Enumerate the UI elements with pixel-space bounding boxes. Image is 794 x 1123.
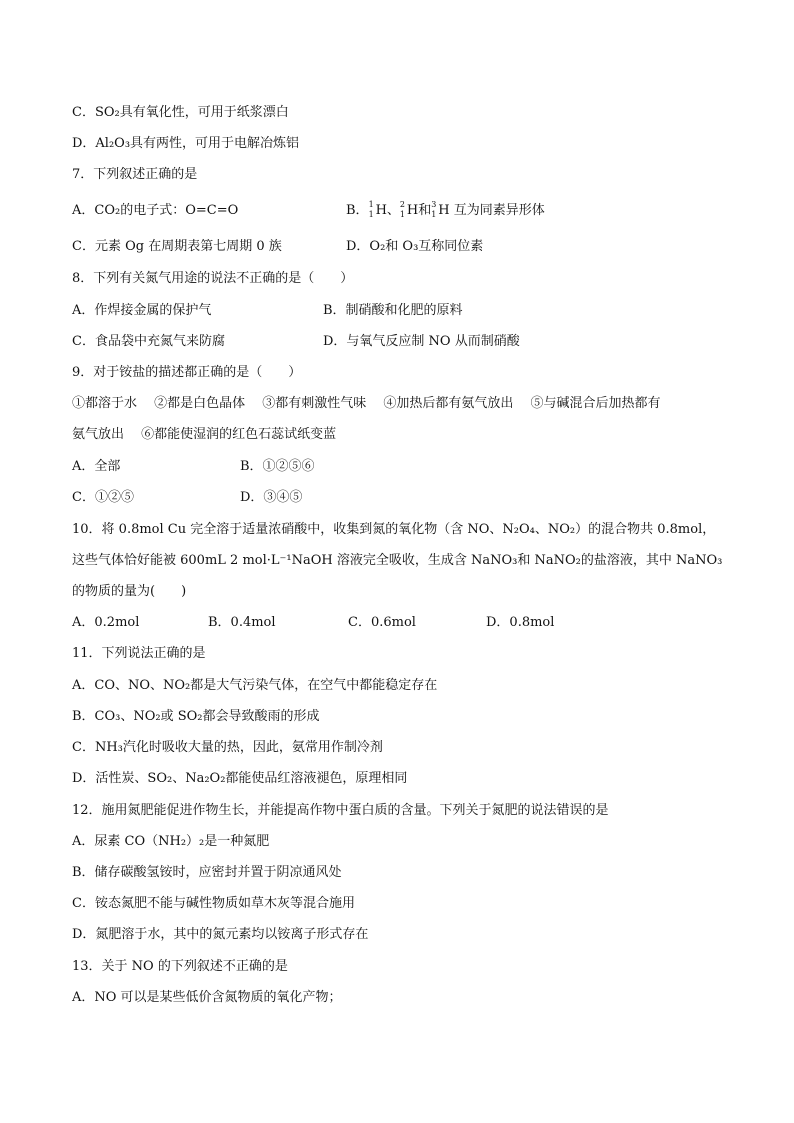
q10-option-d: D．0.8mol xyxy=(486,615,555,630)
option-d-al2o3: D．Al₂O₃具有两性，可用于电解冶炼铝 xyxy=(72,136,300,151)
mass-number: 3 xyxy=(431,200,437,209)
q12-option-b: B．储存碳酸氢铵时，应密封并置于阴凉通风处 xyxy=(72,865,342,880)
question-13-stem: 13．关于 NO 的下列叙述不正确的是 xyxy=(72,959,288,974)
q7-option-b xyxy=(346,202,545,220)
q7-option-a: A．CO₂的电子式：O=C=O xyxy=(72,203,239,218)
q11-option-d: D．活性炭、SO₂、Na₂O₂都能使品红溶液褪色，原理相同 xyxy=(72,771,408,786)
question-9-stem: 9．对于铵盐的描述都正确的是（ ） xyxy=(72,365,302,380)
q11-option-b: B．CO₃、NO₂或 SO₂都会导致酸雨的形成 xyxy=(72,709,320,724)
q12-option-d: D．氮肥溶于水，其中的氮元素均以铵离子形式存在 xyxy=(72,927,369,942)
isotope-notation xyxy=(431,202,438,220)
q9-option-a: A．全部 xyxy=(72,459,121,474)
question-7-stem: 7．下列叙述正确的是 xyxy=(72,167,198,182)
question-8-stem: 8．下列有关氮气用途的说法不正确的是（ ） xyxy=(72,271,354,286)
question-11-stem: 11．下列说法正确的是 xyxy=(72,646,206,661)
atomic-number: 1 xyxy=(399,210,406,219)
mass-number: 1 xyxy=(368,200,374,209)
element-symbol: H xyxy=(438,203,450,218)
q7-option-c: C．元素 Og 在周期表第七周期 0 族 xyxy=(72,239,282,254)
question-12-stem: 12．施用氮肥能促进作物生长，并能提高作物中蛋白质的含量。下列关于氮肥的说法错误的是 xyxy=(72,803,609,818)
q9-statements-line2: 氨气放出 ⑥都能使湿润的红色石蕊试纸变蓝 xyxy=(72,427,337,442)
q12-option-c: C．铵态氮肥不能与碱性物质如草木灰等混合施用 xyxy=(72,896,355,911)
q8-option-a: A．作焊接金属的保护气 xyxy=(72,303,212,318)
q8-option-b: B．制硝酸和化肥的原料 xyxy=(323,303,463,318)
isotope-notation xyxy=(400,202,407,220)
q7-b-suffix: 互为同素异形体 xyxy=(449,203,545,218)
option-c-so2: C．SO₂具有氧化性，可用于纸浆漂白 xyxy=(72,105,289,120)
q12-option-a: A．尿素 CO（NH₂）₂是一种氮肥 xyxy=(72,834,270,849)
q8-option-c: C．食品袋中充氮气来防腐 xyxy=(72,334,225,349)
q7-b-prefix: B． xyxy=(346,203,369,218)
q10-option-c: C．0.6mol xyxy=(348,615,416,630)
separator: 、 xyxy=(386,203,400,218)
element-symbol: H和 xyxy=(406,203,432,218)
atomic-number: 1 xyxy=(431,210,437,219)
question-10-stem-line1: 10．将 0.8mol Cu 完全溶于适量浓硝酸中，收集到氮的氧化物（含 NO、N₂O₄、NO₂）的混合物共 0.8mol， xyxy=(72,522,716,537)
q7-option-d: D．O₂和 O₃互称同位素 xyxy=(346,239,484,254)
q9-option-c: C．①②⑤ xyxy=(72,490,134,505)
element-symbol: H xyxy=(375,203,387,218)
q10-option-b: B．0.4mol xyxy=(208,615,276,630)
q13-option-a: A．NO 可以是某些低价含氮物质的氧化产物； xyxy=(72,990,342,1005)
q11-option-c: C．NH₃汽化时吸收大量的热，因此，氨常用作制冷剂 xyxy=(72,740,383,755)
q9-option-b: B．①②⑤⑥ xyxy=(240,459,315,474)
q11-option-a: A．CO、NO、NO₂都是大气污染气体，在空气中都能稳定存在 xyxy=(72,678,438,693)
isotope-notation xyxy=(369,202,376,220)
q8-option-d: D．与氧气反应制 NO 从而制硝酸 xyxy=(323,334,520,349)
question-10-stem-line3: 的物质的量为( ) xyxy=(72,584,187,599)
q9-statements-line1: ①都溶于水 ②都是白色晶体 ③都有刺激性气味 ④加热后都有氨气放出 ⑤与碱混合后加热都有 xyxy=(72,396,661,411)
q9-option-d: D．③④⑤ xyxy=(240,490,303,505)
question-10-stem-line2: 这些气体恰好能被 600mL 2 mol·L⁻¹NaOH 溶液完全吸收，生成含 NaNO₃和 NaNO₂的盐溶液，其中 NaNO₃ xyxy=(72,553,723,568)
atomic-number: 1 xyxy=(368,210,374,219)
q10-option-a: A．0.2mol xyxy=(72,615,140,630)
mass-number: 2 xyxy=(399,200,406,209)
